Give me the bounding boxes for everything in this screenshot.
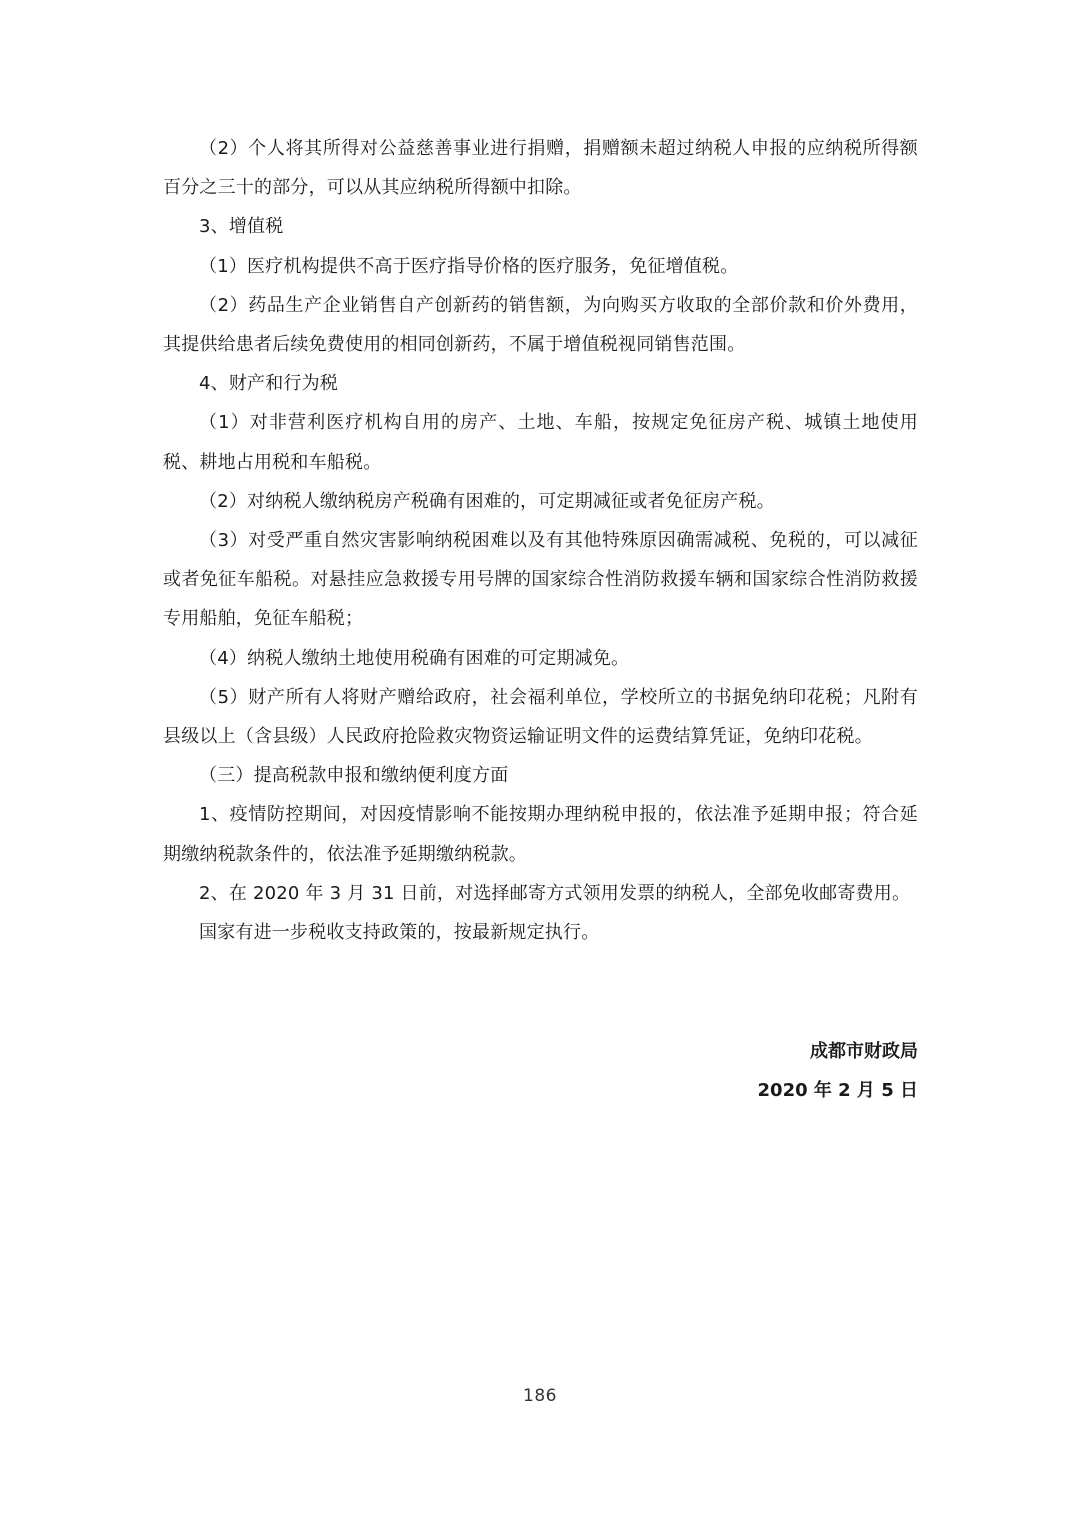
paragraph-latest-policy: 国家有进一步税收支持政策的，按最新规定执行。 <box>199 922 600 944</box>
heading-property-behavior-tax: 4、财产和行为税 <box>199 373 339 395</box>
signature-block <box>758 1032 918 1110</box>
paragraph-stamp-tax: （5）财产所有人将财产赠给政府，社会福利单位，学校所立的书据免纳印花税；凡附有县级以上（含县级）人民政府抢险救灾物资运输证明文件的运费结算凭证，免纳印花税。 <box>163 686 918 748</box>
page-number: 186 <box>523 1386 557 1406</box>
issuer-name: 成都市财政局 <box>810 1041 918 1062</box>
paragraph-property-tax-relief: （2）对纳税人缴纳税房产税确有困难的，可定期减征或者免征房产税。 <box>199 490 775 512</box>
paragraph-medical-vat-exempt: （1）医疗机构提供不高于医疗指导价格的医疗服务，免征增值税。 <box>199 255 739 277</box>
heading-filing-convenience: （三）提高税款申报和缴纳便利度方面 <box>199 765 509 787</box>
paragraph-vehicle-vessel-tax: （3）对受严重自然灾害影响纳税困难以及有其他特殊原因确需减税、免税的，可以减征或者免征车船税。对悬挂应急救援专用号牌的国家综合性消防救援车辆和国家综合性消防救援专用船舶，免征车船税； <box>163 530 918 630</box>
paragraph-nonprofit-medical-exempt: （1）对非营利医疗机构自用的房产、土地、车船，按规定免征房产税、城镇土地使用税、耕地占用税和车船税。 <box>163 412 918 473</box>
paragraph-donation-deduction: （2）个人将其所得对公益慈善事业进行捐赠，捐赠额未超过纳税人申报的应纳税所得额百分之三十的部分，可以从其应纳税所得额中扣除。 <box>163 138 918 199</box>
paragraph-innovative-drug-sales: （2）药品生产企业销售自产创新药的销售额，为向购买方收取的全部价款和价外费用，其提供给患者后续免费使用的相同创新药，不属于增值税视同销售范围。 <box>163 294 918 356</box>
paragraph-land-use-tax: （4）纳税人缴纳土地使用税确有困难的可定期减免。 <box>199 647 630 669</box>
paragraph-postage-waiver: 2、在 2020 年 3 月 31 日前，对选择邮寄方式领用发票的纳税人，全部免收邮寄费用。 <box>199 882 911 904</box>
issue-date: 2020 年 2 月 5 日 <box>757 1080 918 1101</box>
document-body <box>163 129 918 952</box>
paragraph-filing-extension: 1、疫情防控期间，对因疫情影响不能按期办理纳税申报的，依法准予延期申报；符合延期缴纳税款条件的，依法准予延期缴纳税款。 <box>163 804 918 865</box>
heading-vat: 3、增值税 <box>199 216 284 238</box>
